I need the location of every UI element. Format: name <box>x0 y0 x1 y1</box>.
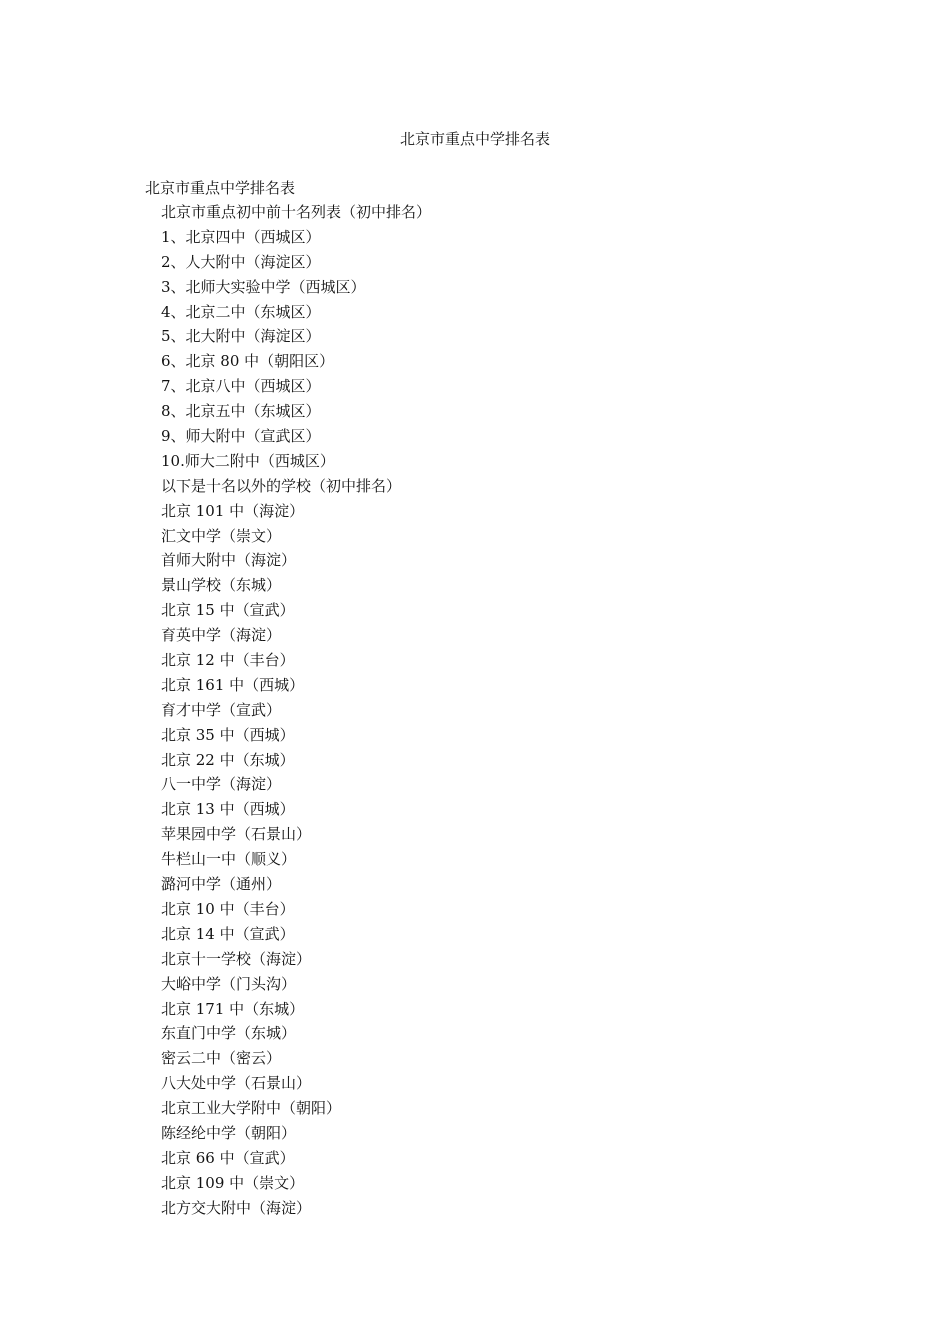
school-list <box>161 200 431 1221</box>
list-item: 北京 35 中（西城） <box>161 725 295 744</box>
list-item: 潞河中学（通州） <box>161 875 282 894</box>
list-item: 苹果园中学（石景山） <box>161 825 312 844</box>
list-item: 2、人大附中（海淀区） <box>161 252 321 271</box>
list-item: 北京十一学校（海淀） <box>161 949 312 968</box>
list-item: 北京 171 中（东城） <box>161 999 305 1018</box>
list-item: 5、北大附中（海淀区） <box>161 327 321 346</box>
list-item: 6、北京 80 中（朝阳区） <box>161 352 335 371</box>
list-item: 密云二中（密云） <box>161 1049 282 1068</box>
list-item: 10.师大二附中（西城区） <box>161 451 335 470</box>
list-item: 育才中学（宣武） <box>161 700 282 719</box>
list-item: 东直门中学（东城） <box>161 1024 297 1043</box>
section-heading: 北京市重点中学排名表 <box>145 179 296 197</box>
list-item: 八一中学（海淀） <box>161 775 282 794</box>
list-item: 3、北师大实验中学（西城区） <box>161 277 366 296</box>
list-item: 1、北京四中（西城区） <box>161 227 321 246</box>
list-item: 8、北京五中（东城区） <box>161 402 321 421</box>
list-item: 北京 109 中（崇文） <box>161 1173 305 1192</box>
list-item: 大峪中学（门头沟） <box>161 974 297 993</box>
list-item: 八大处中学（石景山） <box>161 1074 312 1093</box>
list-item: 北京工业大学附中（朝阳） <box>161 1099 342 1118</box>
list-item: 北京 14 中（宣武） <box>161 924 295 943</box>
list-item: 7、北京八中（西城区） <box>161 377 321 396</box>
list-item: 9、师大附中（宣武区） <box>161 427 321 446</box>
list-item: 北方交大附中（海淀） <box>161 1198 312 1217</box>
list-item: 以下是十名以外的学校（初中排名） <box>161 476 402 495</box>
list-item: 北京 15 中（宣武） <box>161 601 295 620</box>
list-item: 北京 12 中（丰台） <box>161 651 295 670</box>
list-item: 北京市重点初中前十名列表（初中排名） <box>161 203 432 221</box>
list-item: 牛栏山一中（顺义） <box>161 850 297 869</box>
list-item: 北京 13 中（西城） <box>161 800 295 819</box>
list-item: 北京 161 中（西城） <box>161 675 305 694</box>
list-item: 育英中学（海淀） <box>161 626 282 645</box>
list-item: 陈经纶中学（朝阳） <box>161 1123 297 1142</box>
page-title: 北京市重点中学排名表 <box>399 130 550 148</box>
list-item: 景山学校（东城） <box>161 576 282 595</box>
list-item: 北京 101 中（海淀） <box>161 501 305 520</box>
list-item: 首师大附中（海淀） <box>161 551 297 570</box>
list-item: 北京 22 中（东城） <box>161 750 295 769</box>
list-item: 4、北京二中（东城区） <box>161 302 321 321</box>
list-item: 北京 66 中（宣武） <box>161 1148 295 1167</box>
list-item: 汇文中学（崇文） <box>161 526 282 545</box>
list-item: 北京 10 中（丰台） <box>161 899 295 918</box>
